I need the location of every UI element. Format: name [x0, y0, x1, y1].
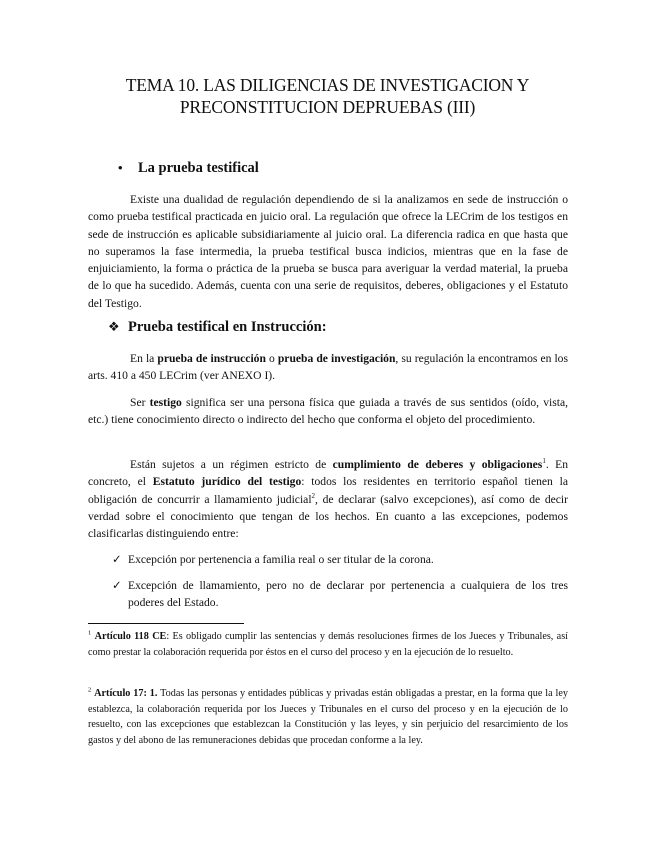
checkmark-icon: ✓ [112, 553, 122, 566]
obligations-paragraph: Están sujetos a un régimen estricto de cumplimiento de deberes y obligaciones$^1$. En concreto, el Estatuto jurídico del testigo: todos los residentes en territorio español tienen la obligación de concurrir a llamamiento judicial$^2$, de declarar (salvo excepciones), así como de decir verdad sobre el conocimiento que tengan de los hechos. En cuanto a las excepciones, podemos clasificarlas distinguiendo entre: [88, 457, 569, 541]
footnote-ref[interactable]: 2 [311, 491, 316, 500]
witness-definition-paragraph: Ser testigo significa ser una persona física que guiada a través de sus sentidos (oído, vista, etc.) tiene conocimiento directo o indirecto del hecho que conforma el objeto del procedimiento. [88, 396, 569, 427]
subsection-heading [108, 319, 327, 336]
bold-term: prueba de instrucción [157, 352, 266, 365]
bold-term: testigo [149, 396, 182, 409]
subsection-heading-text: Prueba testifical en Instrucción: [128, 319, 327, 335]
bold-term: prueba de investigación [277, 352, 396, 365]
footnote-label: Artículo 17: 1. [94, 688, 158, 699]
checkmark-icon: ✓ [112, 579, 122, 592]
check-item-text: Excepción por pertenencia a familia real o ser titular de la corona. [128, 553, 434, 566]
title-line-2: PRECONSTITUCION DEPRUEBAS (III) [179, 97, 476, 117]
check-item-text: Excepción de llamamiento, pero no de declarar por pertenencia a cualquiera de los tres poderes del Estado. [128, 579, 568, 610]
title-line-1: TEMA 10. LAS DILIGENCIAS DE INVESTIGACION Y [125, 75, 530, 95]
footnote-label: Artículo 118 CE [94, 631, 167, 642]
footnote-1: $^1$ Artículo 118 CE: Es obligado cumplir las sentencias y demás resoluciones firmes de los Jueces y Tribunales, así como prestar la colaboración requerida por éstos en el curso del proceso y en la ejecución de lo resuelto. [88, 629, 568, 658]
footnote-number: 2 [88, 686, 92, 694]
intro-paragraph: Existe una dualidad de regulación dependiendo de si la analizamos en sede de instrucción o como prueba testifical practicada en juicio oral. La regulación que ofrece la LECrim de los testigos en sede de instrucción es aplicable subsidiariamente al juicio oral. La diferencia radica en que hasta que no superamos la fase intermedia, la prueba testifical busca indicios, mientras que en la fase de enjuiciamiento, la forma o práctica de la prueba se busca para averiguar la verdad material, la prueba de lo que ha sucedido. Además, cuenta con una serie de requisitos, deberes, obligaciones y el Estatuto del Testigo. [88, 193, 568, 310]
footnote-number: 1 [88, 629, 92, 637]
bullet-icon: • [118, 160, 123, 175]
bold-term: cumplimiento de deberes y obligaciones [332, 458, 543, 471]
footnote-separator [88, 623, 244, 624]
section-heading-text: La prueba testifical [138, 160, 259, 176]
instruction-paragraph: En la prueba de instrucción o prueba de investigación, su regulación la encontramos en los arts. 410 a 450 LECrim (ver ANEXO I). [88, 352, 568, 383]
bold-term: Estatuto jurídico del testigo [152, 475, 302, 489]
diamond-bullet-icon: ❖ [108, 319, 120, 334]
page-title [60, 74, 595, 118]
footnote-ref[interactable]: 1 [542, 457, 546, 466]
section-heading [118, 160, 259, 177]
footnote-2: $^2$ Artículo 17: 1. Todas las personas y entidades públicas y privadas están obligadas a prestar, en la forma que la ley establezca, la colaboración requerida por los Jueces y Tribunales en el curso del proceso y en la ejecución de lo resuelto, con las excepciones que establezcan la Constitución y las leyes, y sin perjuicio del resarcimiento de los gastos y del abono de las remuneraciones debidas que procedan conforme a la ley. [88, 686, 568, 746]
check-list-item [112, 577, 568, 612]
check-list-item [112, 551, 568, 568]
